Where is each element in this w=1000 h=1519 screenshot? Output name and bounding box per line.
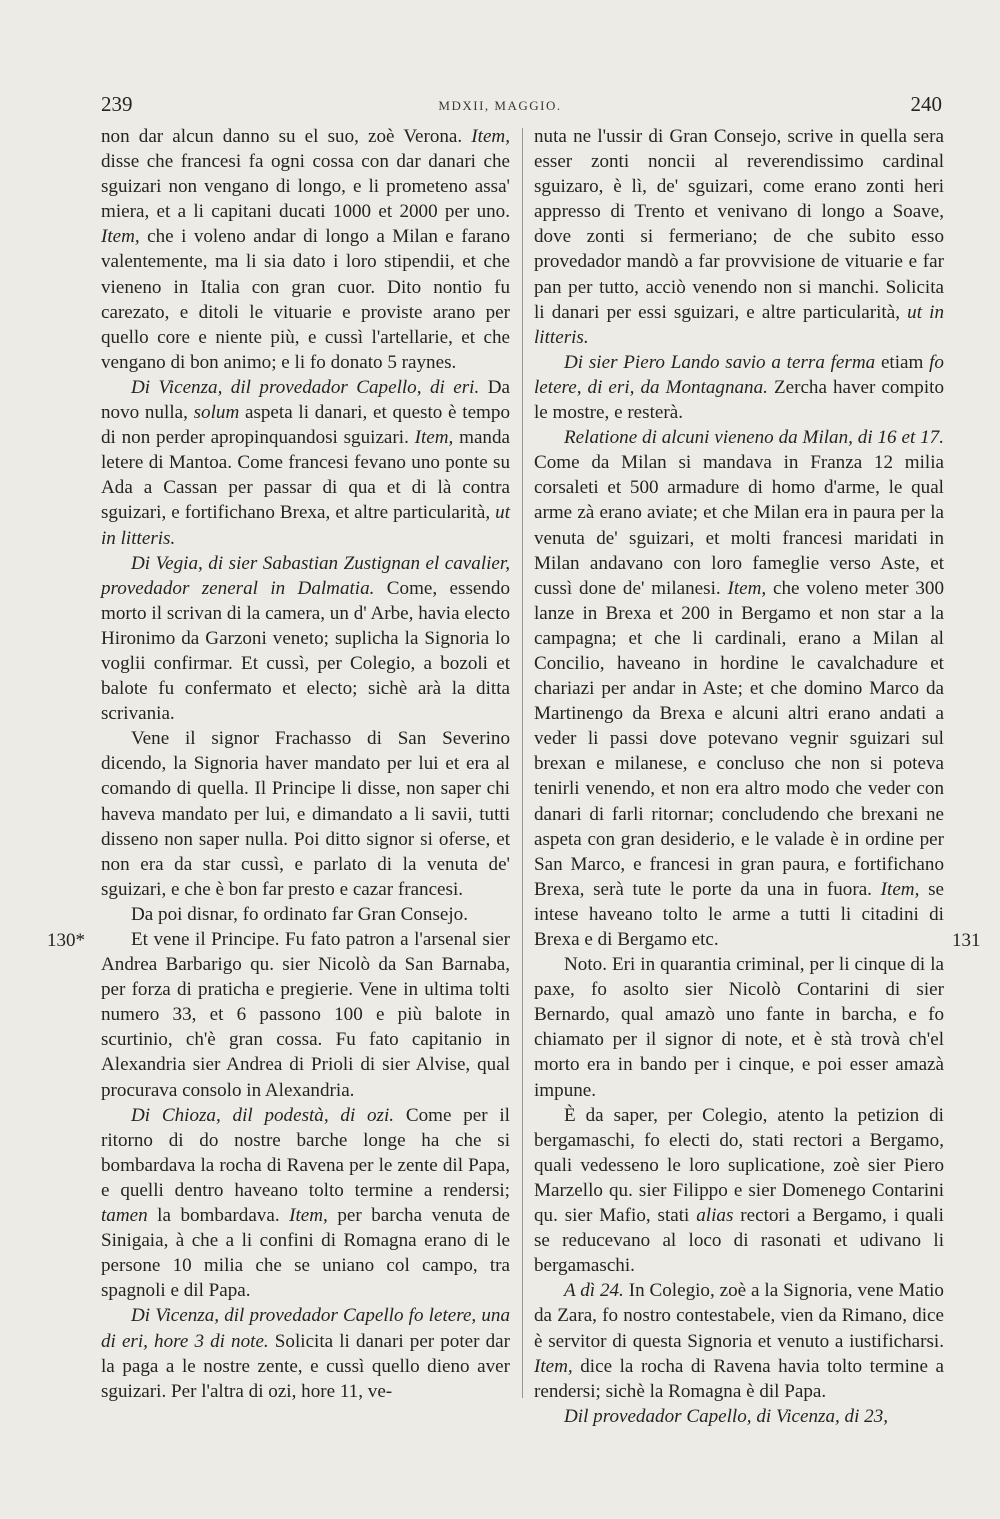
paragraph: Noto. Eri in quarantia criminal, per li cinque di la paxe, fo asolto sier Nicolò Contarini di sier Bernardo, qual amazò uno fante in barcha, e fo chiamato per il signor di note, et è stà trovà ch'el morto era in bando per i cinque, e poi esser amazà impune. bbox=[534, 954, 944, 1101]
paragraph: Relatione di alcuni vieneno da Milan, di 16 et 17. Come da Milan si mandava in Franza 12 milia corsaleti et 500 armadure di homo d'arme, le qual arme zà erano aviate; et che Milan era in paura per la venuta de' sguizari, et molti francesi maridati in Milan andavano con loro fameglie verso Aste, et cussì done de' milanesi. Item, che voleno meter 300 lanze in Brexa et 200 in Bergamo et non star a la campagna; et che li cardinali, erano a Milan al Concilio, haveano in hordine le cavalchadure et chariazi per andar in Aste; et che domino Marco da Martinengo da Brexa e alcuni altri erano andati a veder li passi dove potevano vegnir sguizari sul brexan e milanese, e concluso che non si poteva tenirli venendo, et non era altro modo che veder con danari di farli ritornar; concludendo che brexani ne aspeta con gran desiderio, e le valade è in ordine per San Marco, e francesi in gran paura, e fortifichano Brexa, serà tute le porte da una in fuora. Item, se intese haveano tolto le arme a tutti li citadini di Brexa e di Bergamo etc. bbox=[534, 427, 944, 950]
paragraph: A dì 24. In Colegio, zoè a la Signoria, vene Matio da Zara, fo nostro contestabele, vien da Rimano, dice è servitor di questa Signoria et venuto a iustificharsi. Item, dice la rocha di Ravena havia tolto termine a rendersi; sichè la Romagna è dil Papa. bbox=[534, 1280, 944, 1402]
paragraph: Di Vegia, di sier Sabastian Zustignan el cavalier, provedador zeneral in Dalmatia. Come, essendo morto il scrivan di la camera, un d' Arbe, havia electo Hironimo da Garzoni veneto; suplicha la Signoria lo voglii confirmar. Et cussì, per Colegio, a bozoli et balote fu confermato et electo; sichè arà la ditta scrivania. bbox=[101, 552, 510, 725]
paragraph: non dar alcun danno su el suo, zoè Verona. Item, disse che francesi fa ogni cossa con dar danari che sguizari non vengano di longo, e li prometeno assa' miera, et a li capitani ducati 1000 et 2000 per uno. Item, che i voleno andar di longo a Milan e farano valentemente, ma li sia dato i loro stipendii, et che vieneno in Italia con gran cuor. Dito nontio fu carezato, e ditoli le vituarie e proviste arano per quello core e niente più, e cussì l'artellarie, et che vengano di bon animo; e li fo donato 5 raynes. bbox=[101, 126, 510, 373]
running-title: MDXII, MAGGIO. bbox=[438, 98, 562, 113]
paragraph: Vene il signor Frachasso di San Severino dicendo, la Signoria haver mandato per lui et era al comando di quella. Il Principe li disse, non saper chi haveva mandato per lui, e dimandato a li savii, tutti disseno non saper nulla. Poi ditto signor si oferse, et non era da star cussì, e parlato di la venuta de' sguizari, e che è bon far presto e cazar francesi. bbox=[101, 728, 510, 900]
page-number-left: 239 bbox=[101, 92, 133, 116]
paragraph: Dil provedador Capello, di Vicenza, di 23, bbox=[564, 1405, 889, 1427]
margin-note-right: 131 bbox=[952, 930, 981, 951]
paragraph: Di sier Piero Lando savio a terra ferma etiam fo letere, di eri, da Montagnana. Zercha haver compito le mostre, e resterà. bbox=[534, 351, 944, 424]
paragraph: Et vene il Principe. Fu fato patron a l'arsenal sier Andrea Barbarigo qu. sier Nicolò da San Barnaba, per forza di praticha e pregierie. Vene in ultima tolti numero 33, et 6 passono 100 e più balote in scurtinio, ch'è gran cossa. Fu fato capitanio in Alexandria sier Andrea di Prioli di sier Alvise, qual procurava consolo in Alexandria. bbox=[101, 929, 510, 1101]
margin-note-left: 130* bbox=[47, 930, 85, 951]
column-divider bbox=[522, 128, 523, 1398]
paragraph: Di Chioza, dil podestà, di ozi. Come per il ritorno di do nostre barche longe ha che si bombardava la rocha di Ravena per le zente dil Papa, e quelli dentro haveano tolto termine a rendersi; tamen la bombardava. Item, per barcha venuta de Sinigaia, à che a li confini di Romagna erano di le persone 10 milia che se uniano col campo, tra spagnoli e dil Papa. bbox=[101, 1104, 510, 1302]
page-number-right: 240 bbox=[910, 92, 942, 116]
paragraph: È da saper, per Colegio, atento la petizion di bergamaschi, fo electi do, stati rectori a Bergamo, quali vedesseno le loro suplicatione, zoè sier Piero Marzello qu. sier Filippo e sier Domenego Contarini qu. sier Mafio, stati alias rectori a Bergamo, i quali se reducevano al loco di rasonati et udivano li bergamaschi. bbox=[534, 1104, 944, 1277]
paragraph: nuta ne l'ussir di Gran Consejo, scrive in quella sera esser zonti noncii al reverendissimo cardinal sguizaro, è lì, de' sguizari, come erano zonti heri appresso di Trento et venivano di longo a Soave, dove zonti si fermeriano; de che subito esso provedador mandò a far provvisione de vituarie e far pan per tutto, acciò venendo non si manchi. Solicita li danari per essi sguizari, e altre particularità, ut in litteris. bbox=[534, 126, 944, 348]
left-column bbox=[101, 124, 510, 1404]
right-column bbox=[534, 124, 944, 1429]
paragraph: Di Vicenza, dil provedador Capello fo letere, una di eri, hore 3 di note. Solicita li danari per poter dar la paga a le nostre zente, e cussì quello dieno aver sguizari. Per l'altra di ozi, hore 11, ve- bbox=[101, 1305, 510, 1402]
paragraph: Di Vicenza, dil provedador Capello, di eri. Da novo nulla, solum aspeta li danari, et questo è tempo di non perder apropinquandosi sguizari. Item, manda letere di Mantoa. Come francesi fevano uno ponte su Ada a Cassan per passar di qua et di là contra sguizari, e fortifichano Brexa, et altre particularità, ut in litteris. bbox=[101, 376, 510, 549]
paragraph: Da poi disnar, fo ordinato far Gran Consejo. bbox=[131, 903, 469, 925]
